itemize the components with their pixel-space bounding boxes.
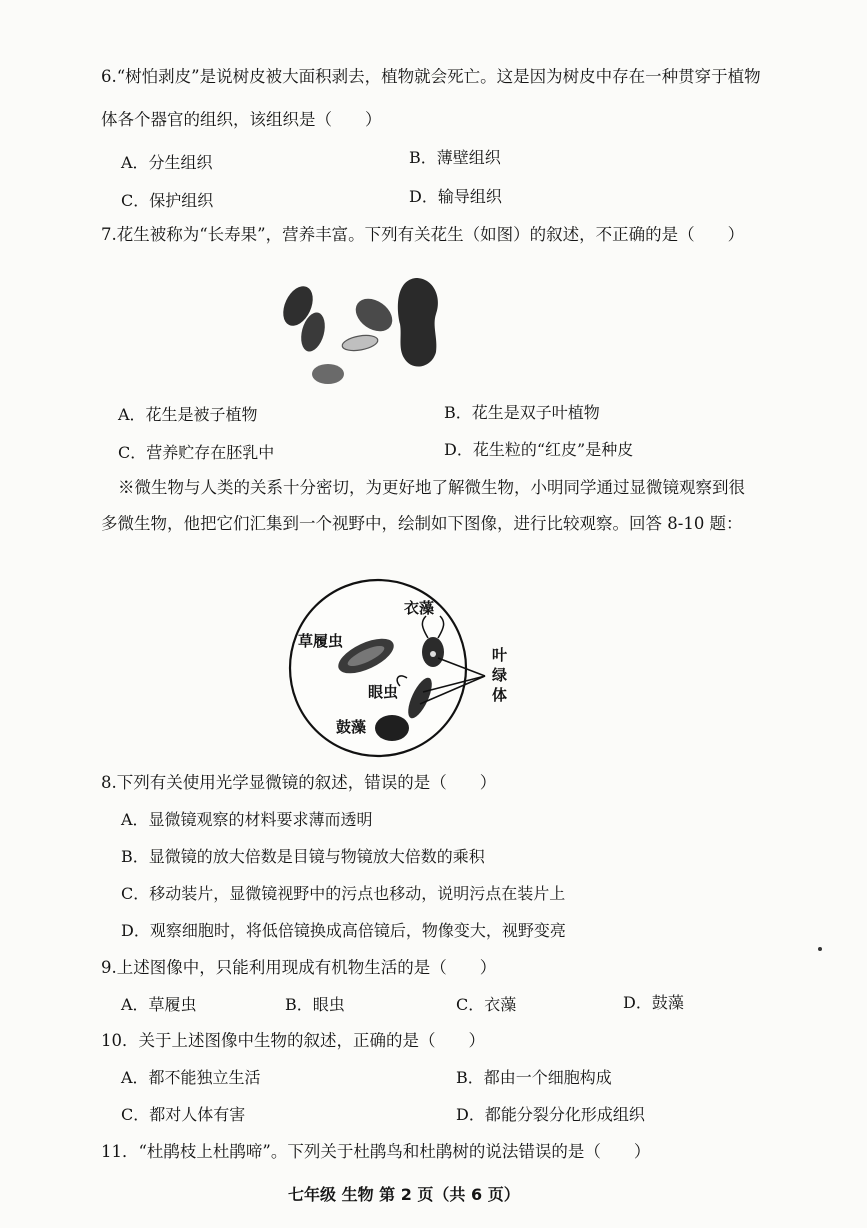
label-desmid: 鼓藻 — [336, 718, 367, 736]
q7-option-b[interactable]: B．花生是双子叶植物 — [444, 403, 600, 422]
q7-option-a[interactable]: A．花生是被子植物 — [118, 405, 258, 424]
peanut-seed — [350, 292, 399, 338]
q8-option-a[interactable]: A．显微镜观察的材料要求薄而透明 — [121, 810, 373, 829]
q6-option-d[interactable]: D．输导组织 — [409, 187, 502, 206]
q6-option-b[interactable]: B．薄壁组织 — [409, 148, 501, 167]
page-footer: 七年级 生物 第 2 页（共 6 页） — [288, 1185, 520, 1204]
q10-option-c[interactable]: C．都对人体有害 — [121, 1105, 246, 1124]
q6-option-a[interactable]: A．分生组织 — [121, 153, 213, 172]
desmid — [375, 715, 409, 741]
label-chloroplast-3: 体 — [492, 686, 508, 704]
q10-stem: 10．关于上述图像中生物的叙述，正确的是（ ） — [101, 1031, 485, 1050]
q11-stem: 11．“杜鹃枝上杜鹃啼”。下列关于杜鹃鸟和杜鹃树的说法错误的是（ ） — [101, 1142, 651, 1161]
label-chloroplast-1: 叶 — [492, 646, 508, 664]
intro-line2: 多微生物，他把它们汇集到一个视野中，绘制如下图像，进行比较观察。回答 8-10 题： — [101, 514, 743, 533]
q8-option-d[interactable]: D．观察细胞时，将低倍镜换成高倍镜后，物像变大，视野变亮 — [121, 921, 566, 940]
label-chlamydomonas: 衣藻 — [404, 599, 435, 617]
q8-option-c[interactable]: C．移动装片，显微镜视野中的污点也移动，说明污点在装片上 — [121, 884, 566, 903]
q6-stem-line2: 体各个器官的组织，该组织是（ ） — [101, 110, 382, 129]
q10-option-a[interactable]: A．都不能独立生活 — [121, 1068, 261, 1087]
peanut-seed — [312, 364, 344, 384]
q9-option-d[interactable]: D．鼓藻 — [623, 993, 684, 1012]
label-paramecium: 草履虫 — [298, 632, 344, 650]
q8-option-b[interactable]: B．显微镜的放大倍数是目镜与物镜放大倍数的乘积 — [121, 847, 485, 866]
q9-stem: 9.上述图像中，只能利用现成有机物生活的是（ ） — [101, 958, 497, 977]
q7-option-d[interactable]: D．花生粒的“红皮”是种皮 — [444, 440, 634, 459]
chlamydomonas-eyespot — [430, 651, 436, 657]
q8-stem: 8.下列有关使用光学显微镜的叙述，错误的是（ ） — [101, 773, 497, 792]
q7-stem: 7.花生被称为“长寿果”，营养丰富。下列有关花生（如图）的叙述，不正确的是（ ） — [101, 225, 745, 244]
scan-dot — [818, 947, 822, 951]
q9-option-c[interactable]: C．衣藻 — [456, 995, 517, 1014]
peanut-pod — [398, 278, 438, 367]
q10-option-b[interactable]: B．都由一个细胞构成 — [456, 1068, 612, 1087]
intro-line1: ※微生物与人类的关系十分密切，为更好地了解微生物，小明同学通过显微镜观察到很 — [118, 478, 745, 497]
peanut-figure — [276, 268, 446, 390]
label-euglena: 眼虫 — [368, 683, 399, 701]
q9-option-a[interactable]: A．草履虫 — [121, 995, 197, 1014]
q6-stem-line1: 6.“树怕剥皮”是说树皮被大面积剥去，植物就会死亡。这是因为树皮中存在一种贯穿于植物 — [101, 67, 761, 86]
q6-option-c[interactable]: C．保护组织 — [121, 191, 214, 210]
peanut-kernel-half — [341, 333, 379, 353]
microscope-field-figure — [280, 572, 520, 764]
q7-option-c[interactable]: C．营养贮存在胚乳中 — [118, 443, 275, 462]
label-chloroplast-2: 绿 — [492, 666, 508, 684]
q9-option-b[interactable]: B．眼虫 — [285, 995, 345, 1014]
q10-option-d[interactable]: D．都能分裂分化形成组织 — [456, 1105, 645, 1124]
